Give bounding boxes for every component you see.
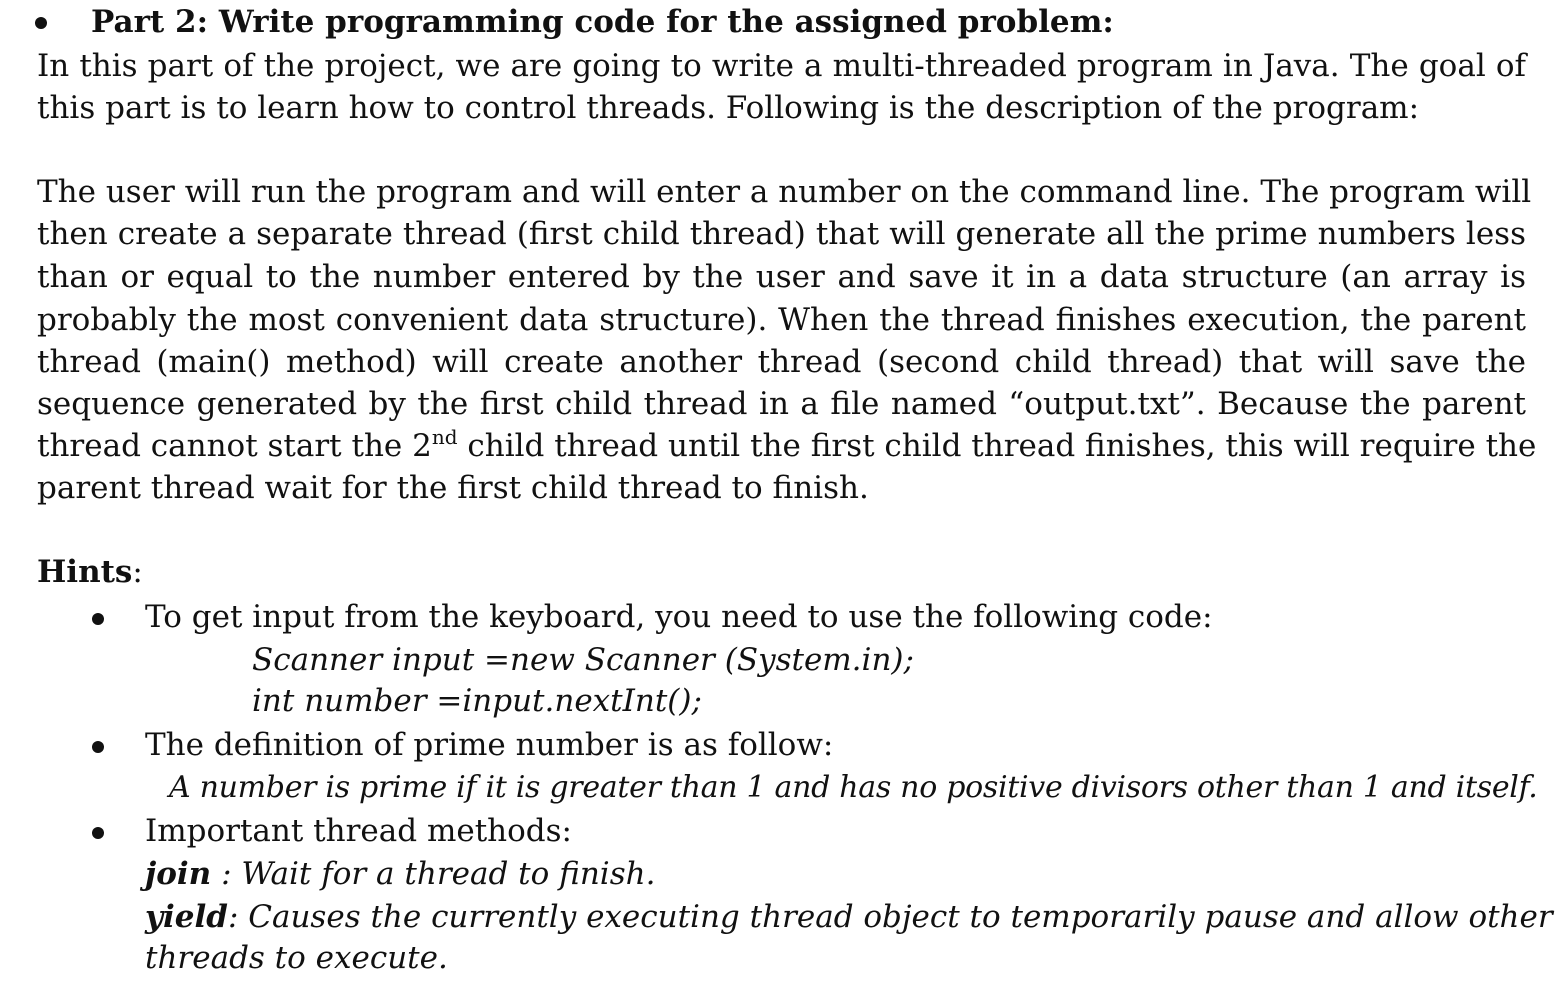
- prime-definition: A number is prime if it is greater than 1 and has no positive divisors other than 1 and itself.: [169, 770, 1538, 805]
- join-method: [145, 853, 655, 895]
- intro-line-1: In this part of the project, we are going to write a multi-threaded program in Java. The goal of: [37, 48, 1526, 84]
- description-line-7: [37, 425, 1537, 467]
- yield-term: yield: [145, 899, 228, 935]
- part2-heading: Part 2: Write programming code for the assigned problem:: [91, 4, 1114, 40]
- hint3-text: Important thread methods:: [145, 813, 572, 849]
- yield-method: [145, 896, 1553, 938]
- hint1-text: To get input from the keyboard, you need to use the following code:: [145, 599, 1213, 635]
- hints-heading: [37, 551, 143, 593]
- description-line-2: then create a separate thread (first child thread) that will generate all the prime numbers less: [37, 216, 1526, 252]
- description-line-7-end: child thread until the first child thread finishes, this will require the: [457, 428, 1537, 464]
- description-line-4: probably the most convenient data structure). When the thread finishes execution, the parent: [37, 302, 1526, 338]
- hint2-bullet-icon: [92, 741, 104, 753]
- description-line-7-start: thread cannot start the 2: [37, 428, 432, 464]
- join-description: : Wait for a thread to finish.: [211, 856, 656, 892]
- description-line-6: sequence generated by the first child thread in a file named “output.txt”. Because the parent: [37, 386, 1526, 422]
- intro-line-2: this part is to learn how to control threads. Following is the description of the program:: [37, 90, 1420, 126]
- yield-description-line-1: : Causes the currently executing thread object to temporarily pause and allow other: [227, 899, 1553, 935]
- description-line-3: than or equal to the number entered by the user and save it in a data structure (an array is: [37, 259, 1526, 295]
- description-line-8: parent thread wait for the first child thread to finish.: [37, 470, 869, 506]
- yield-description-line-2: threads to execute.: [145, 940, 448, 976]
- part2-bullet-icon: [35, 17, 47, 29]
- hint3-bullet-icon: [92, 827, 104, 839]
- ordinal-superscript: nd: [431, 425, 458, 449]
- description-line-5: thread (main() method) will create another thread (second child thread) that will save the: [37, 344, 1526, 380]
- hint1-code-line-1: Scanner input =new Scanner (System.in);: [252, 642, 914, 678]
- hints-heading-colon: :: [132, 554, 143, 590]
- join-term: join: [145, 856, 212, 892]
- description-line-1: The user will run the program and will enter a number on the command line. The program will: [37, 174, 1532, 210]
- hint1-code-line-2: int number =input.nextInt();: [252, 683, 702, 719]
- hint2-text: The definition of prime number is as follow:: [145, 727, 834, 763]
- hint1-bullet-icon: [92, 613, 104, 625]
- hints-heading-label: Hints: [37, 554, 133, 590]
